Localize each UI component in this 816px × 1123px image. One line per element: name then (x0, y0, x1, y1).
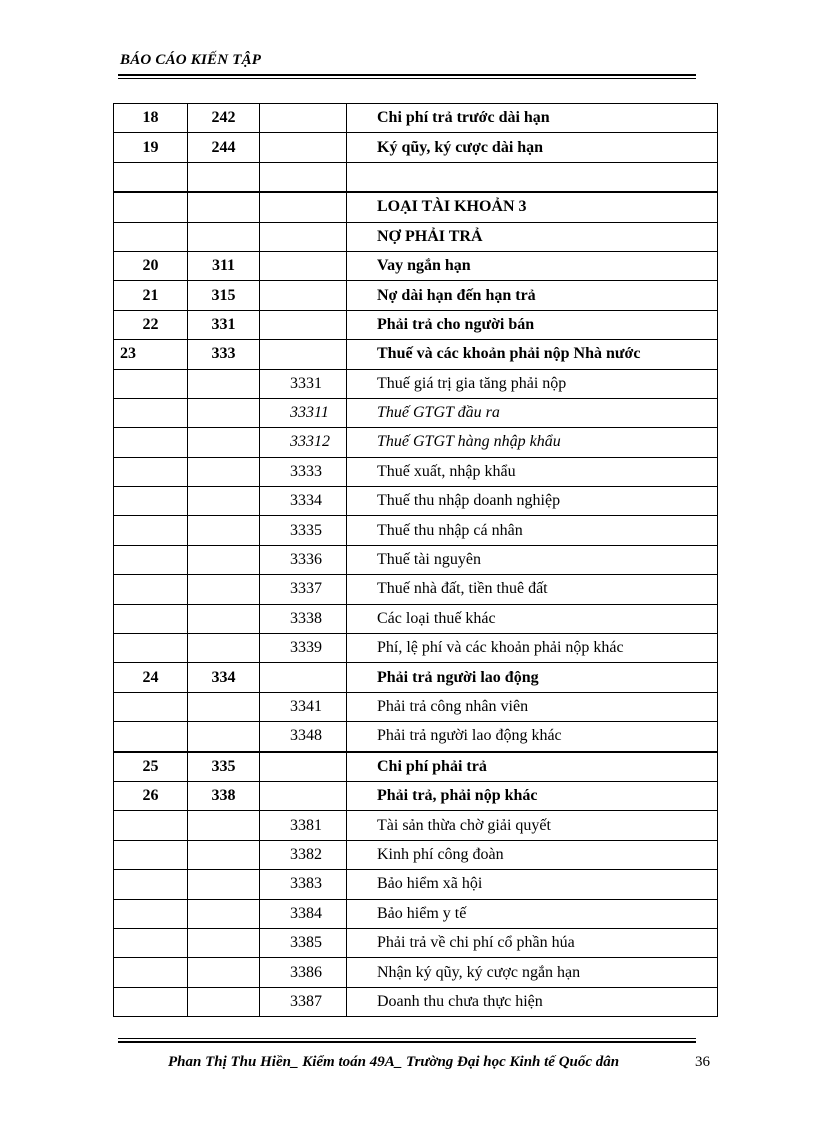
cell-account-level2 (260, 162, 347, 192)
cell-account-level2 (260, 104, 347, 133)
cell-account-level2: 3383 (260, 870, 347, 899)
table-row (114, 928, 718, 957)
cell-account-name: Bảo hiểm xã hội (347, 870, 718, 899)
cell-stt: 21 (114, 281, 188, 310)
cell-stt (114, 604, 188, 633)
cell-account-name: Thuế tài nguyên (347, 545, 718, 574)
cell-account-level1 (188, 545, 260, 574)
cell-stt (114, 634, 188, 663)
cell-account-level1 (188, 369, 260, 398)
table-row (114, 781, 718, 810)
cell-stt (114, 928, 188, 957)
cell-account-level2: 3336 (260, 545, 347, 574)
cell-account-level2 (260, 222, 347, 251)
cell-account-name: Phải trả công nhân viên (347, 692, 718, 721)
table-row (114, 663, 718, 692)
cell-account-level1 (188, 487, 260, 516)
cell-account-level1: 333 (188, 340, 260, 369)
cell-stt (114, 398, 188, 427)
cell-stt (114, 545, 188, 574)
cell-account-level1 (188, 516, 260, 545)
table-row (114, 899, 718, 928)
table-row (114, 811, 718, 840)
cell-account-level1 (188, 457, 260, 486)
cell-account-level1 (188, 811, 260, 840)
cell-account-name: Phải trả cho người bán (347, 310, 718, 339)
cell-account-level1 (188, 722, 260, 752)
table-row (114, 162, 718, 192)
cell-account-name: Thuế GTGT đầu ra (347, 398, 718, 427)
report-title: BÁO CÁO KIẾN TẬP (120, 52, 262, 68)
cell-stt: 26 (114, 781, 188, 810)
header-rule-thick (118, 74, 696, 76)
cell-account-level1 (188, 428, 260, 457)
cell-account-level1 (188, 222, 260, 251)
cell-account-name: Nợ dài hạn đến hạn trả (347, 281, 718, 310)
cell-account-level2 (260, 663, 347, 692)
account-table (113, 103, 718, 1017)
cell-account-level1 (188, 987, 260, 1016)
cell-stt (114, 722, 188, 752)
cell-account-level1 (188, 692, 260, 721)
table-row (114, 192, 718, 222)
table-row (114, 281, 718, 310)
cell-account-level1: 335 (188, 752, 260, 782)
cell-account-level1 (188, 958, 260, 987)
cell-stt (114, 516, 188, 545)
table-row (114, 340, 718, 369)
cell-account-level2: 3341 (260, 692, 347, 721)
cell-stt: 22 (114, 310, 188, 339)
cell-account-level1: 315 (188, 281, 260, 310)
table-row (114, 722, 718, 752)
cell-account-level2 (260, 192, 347, 222)
table-row (114, 222, 718, 251)
cell-account-level2 (260, 752, 347, 782)
cell-account-name: Thuế thu nhập cá nhân (347, 516, 718, 545)
cell-account-level1: 242 (188, 104, 260, 133)
cell-account-level2 (260, 781, 347, 810)
cell-account-level1: 334 (188, 663, 260, 692)
cell-stt (114, 575, 188, 604)
cell-account-name: Thuế nhà đất, tiền thuê đất (347, 575, 718, 604)
cell-account-level2 (260, 340, 347, 369)
cell-account-name: Bảo hiểm y tế (347, 899, 718, 928)
cell-stt (114, 457, 188, 486)
table-row (114, 870, 718, 899)
table-row (114, 840, 718, 869)
cell-account-level1 (188, 575, 260, 604)
cell-stt: 20 (114, 251, 188, 280)
table-row (114, 428, 718, 457)
footer-rule-thick (118, 1041, 696, 1043)
cell-account-name: Vay ngắn hạn (347, 251, 718, 280)
cell-account-level2: 3338 (260, 604, 347, 633)
footer-author: Phan Thị Thu Hiền_ Kiểm toán 49A_ Trường Đại học Kinh tế Quốc dân (168, 1054, 620, 1070)
cell-stt (114, 369, 188, 398)
cell-stt (114, 162, 188, 192)
cell-account-level2: 3385 (260, 928, 347, 957)
cell-account-level1 (188, 840, 260, 869)
footer-rule-thin (118, 1038, 696, 1039)
cell-account-name: Thuế GTGT hàng nhập khẩu (347, 428, 718, 457)
cell-account-level2: 3331 (260, 369, 347, 398)
cell-account-level1 (188, 604, 260, 633)
cell-stt (114, 958, 188, 987)
cell-account-level2: 3381 (260, 811, 347, 840)
cell-stt (114, 222, 188, 251)
cell-account-level2 (260, 133, 347, 162)
cell-account-level2 (260, 251, 347, 280)
cell-stt: 23 (114, 340, 188, 369)
table-row (114, 516, 718, 545)
cell-account-level2: 3387 (260, 987, 347, 1016)
table-row (114, 987, 718, 1016)
header-rule-thin (118, 78, 696, 79)
cell-account-name: Doanh thu chưa thực hiện (347, 987, 718, 1016)
cell-stt (114, 692, 188, 721)
cell-stt: 19 (114, 133, 188, 162)
table-row (114, 369, 718, 398)
cell-account-name: Chi phí phải trả (347, 752, 718, 782)
table-row (114, 457, 718, 486)
cell-account-name: Thuế thu nhập doanh nghiệp (347, 487, 718, 516)
cell-stt: 18 (114, 104, 188, 133)
cell-account-level2: 3386 (260, 958, 347, 987)
cell-account-name: Phải trả về chi phí cổ phần húa (347, 928, 718, 957)
cell-account-name: Tài sản thừa chờ giải quyết (347, 811, 718, 840)
cell-account-name: Ký qũy, ký cược dài hạn (347, 133, 718, 162)
page-number: 36 (695, 1054, 710, 1070)
table-row (114, 310, 718, 339)
cell-account-name (347, 162, 718, 192)
cell-account-name: Nhận ký qũy, ký cược ngắn hạn (347, 958, 718, 987)
cell-stt (114, 987, 188, 1016)
table-row (114, 692, 718, 721)
table-row (114, 133, 718, 162)
table-row (114, 575, 718, 604)
cell-account-level1 (188, 634, 260, 663)
cell-account-level1 (188, 870, 260, 899)
cell-account-name: NỢ PHẢI TRẢ (347, 222, 718, 251)
cell-account-level1: 331 (188, 310, 260, 339)
table-row (114, 752, 718, 782)
table-row (114, 487, 718, 516)
cell-account-level2: 3337 (260, 575, 347, 604)
cell-account-name: Phải trả người lao động khác (347, 722, 718, 752)
table-row (114, 958, 718, 987)
table-row (114, 604, 718, 633)
cell-account-level2: 3348 (260, 722, 347, 752)
cell-stt (114, 811, 188, 840)
cell-stt: 25 (114, 752, 188, 782)
cell-stt (114, 870, 188, 899)
cell-account-name: Kinh phí công đoàn (347, 840, 718, 869)
cell-stt (114, 192, 188, 222)
cell-account-name: Thuế xuất, nhập khẩu (347, 457, 718, 486)
cell-account-name: Phí, lệ phí và các khoản phải nộp khác (347, 634, 718, 663)
cell-stt (114, 487, 188, 516)
cell-account-level2: 3339 (260, 634, 347, 663)
cell-account-level2: 3333 (260, 457, 347, 486)
cell-stt: 24 (114, 663, 188, 692)
cell-stt (114, 899, 188, 928)
cell-stt (114, 840, 188, 869)
cell-account-name: Phải trả người lao động (347, 663, 718, 692)
cell-account-level1 (188, 192, 260, 222)
cell-account-level2 (260, 281, 347, 310)
cell-account-name: Chi phí trả trước dài hạn (347, 104, 718, 133)
cell-stt (114, 428, 188, 457)
cell-account-level2: 33312 (260, 428, 347, 457)
table-row (114, 251, 718, 280)
cell-account-level2 (260, 310, 347, 339)
cell-account-level2: 3382 (260, 840, 347, 869)
cell-account-level1 (188, 398, 260, 427)
cell-account-level2: 3384 (260, 899, 347, 928)
table-row (114, 634, 718, 663)
table-row (114, 104, 718, 133)
cell-account-name: Thuế và các khoản phải nộp Nhà nước (347, 340, 718, 369)
cell-account-level1: 244 (188, 133, 260, 162)
table-row (114, 545, 718, 574)
cell-account-level1 (188, 899, 260, 928)
cell-account-level2: 33311 (260, 398, 347, 427)
cell-account-name: Thuế giá trị gia tăng phải nộp (347, 369, 718, 398)
cell-account-level1: 338 (188, 781, 260, 810)
cell-account-name: LOẠI TÀI KHOẢN 3 (347, 192, 718, 222)
cell-account-level2: 3335 (260, 516, 347, 545)
cell-account-level2: 3334 (260, 487, 347, 516)
table-row (114, 398, 718, 427)
cell-account-level1 (188, 928, 260, 957)
cell-account-name: Các loại thuế khác (347, 604, 718, 633)
cell-account-name: Phải trả, phải nộp khác (347, 781, 718, 810)
cell-account-level1: 311 (188, 251, 260, 280)
cell-account-level1 (188, 162, 260, 192)
